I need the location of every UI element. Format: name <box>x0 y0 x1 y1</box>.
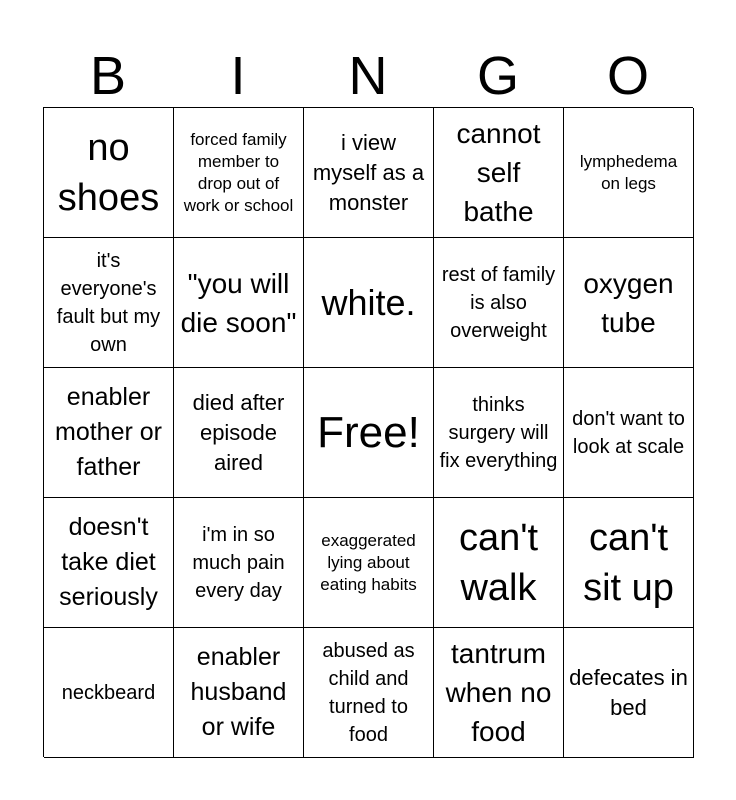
bingo-cell-r3-c2[interactable] <box>304 498 434 628</box>
bingo-board <box>43 107 693 757</box>
bingo-cell-r4-c3[interactable] <box>434 628 564 758</box>
header-letter-o: O <box>606 46 649 106</box>
bingo-cell-r4-c1[interactable] <box>174 628 304 758</box>
cell-text: no shoes <box>57 126 160 219</box>
header-letter-i: I <box>230 46 246 106</box>
bingo-cell-r4-c2[interactable] <box>304 628 434 758</box>
bingo-cell-r0-c4[interactable] <box>564 108 694 238</box>
bingo-cell-r1-c1[interactable] <box>174 238 304 368</box>
cell-text: defecates in bed <box>569 664 688 720</box>
bingo-cell-r0-c3[interactable] <box>434 108 564 238</box>
cell-text: neckbeard <box>61 681 156 704</box>
cell-text: lymphedema on legs <box>579 151 678 193</box>
cell-text: enabler husband or wife <box>190 643 287 741</box>
cell-text: don't want to look at scale <box>572 407 685 458</box>
cell-text: rest of family is also overweight <box>441 263 556 342</box>
bingo-cell-r2-c0[interactable] <box>44 368 174 498</box>
bingo-cell-r4-c4[interactable] <box>564 628 694 758</box>
bingo-cell-r4-c0[interactable] <box>44 628 174 758</box>
cell-text: forced family member to drop out of work or school <box>183 129 294 215</box>
bingo-cell-r2-c3[interactable] <box>434 368 564 498</box>
free-space-text: Free! <box>317 407 420 457</box>
header-letter-n: N <box>348 46 388 106</box>
cell-text: i view myself as a monster <box>312 129 425 215</box>
cell-text: thinks surgery will fix everything <box>439 393 558 472</box>
bingo-cell-r3-c1[interactable] <box>174 498 304 628</box>
cell-text: oxygen tube <box>583 267 674 338</box>
bingo-cell-r0-c2[interactable] <box>304 108 434 238</box>
bingo-cell-r2-c2[interactable] <box>304 368 434 498</box>
bingo-cell-r0-c1[interactable] <box>174 108 304 238</box>
bingo-cell-r3-c3[interactable] <box>434 498 564 628</box>
cell-text: doesn't take diet seriously <box>59 513 158 611</box>
header-letter-g: G <box>476 46 519 106</box>
cell-text: can't walk <box>458 516 539 609</box>
bingo-cell-r3-c0[interactable] <box>44 498 174 628</box>
bingo-cell-r1-c0[interactable] <box>44 238 174 368</box>
cell-text: exaggerated lying about eating habits <box>320 530 417 594</box>
cell-text: it's everyone's fault but my own <box>56 249 161 356</box>
bingo-cell-r1-c4[interactable] <box>564 238 694 368</box>
cell-text: i'm in so much pain every day <box>192 523 285 602</box>
bingo-cell-r3-c4[interactable] <box>564 498 694 628</box>
cell-text: died after episode aired <box>192 389 285 475</box>
cell-text: tantrum when no food <box>445 638 552 747</box>
cell-text: white. <box>321 281 416 323</box>
bingo-cell-r1-c2[interactable] <box>304 238 434 368</box>
bingo-cell-r1-c3[interactable] <box>434 238 564 368</box>
bingo-cell-r0-c0[interactable] <box>44 108 174 238</box>
bingo-cell-r2-c1[interactable] <box>174 368 304 498</box>
cell-text: cannot self bathe <box>456 118 541 227</box>
bingo-header <box>43 44 693 108</box>
cell-text: abused as child and turned to food <box>322 639 415 746</box>
cell-text: "you will die soon" <box>180 267 297 338</box>
cell-text: can't sit up <box>583 516 674 609</box>
header-letter-b: B <box>89 46 127 106</box>
bingo-cell-r2-c4[interactable] <box>564 368 694 498</box>
cell-text: enabler mother or father <box>55 383 162 481</box>
